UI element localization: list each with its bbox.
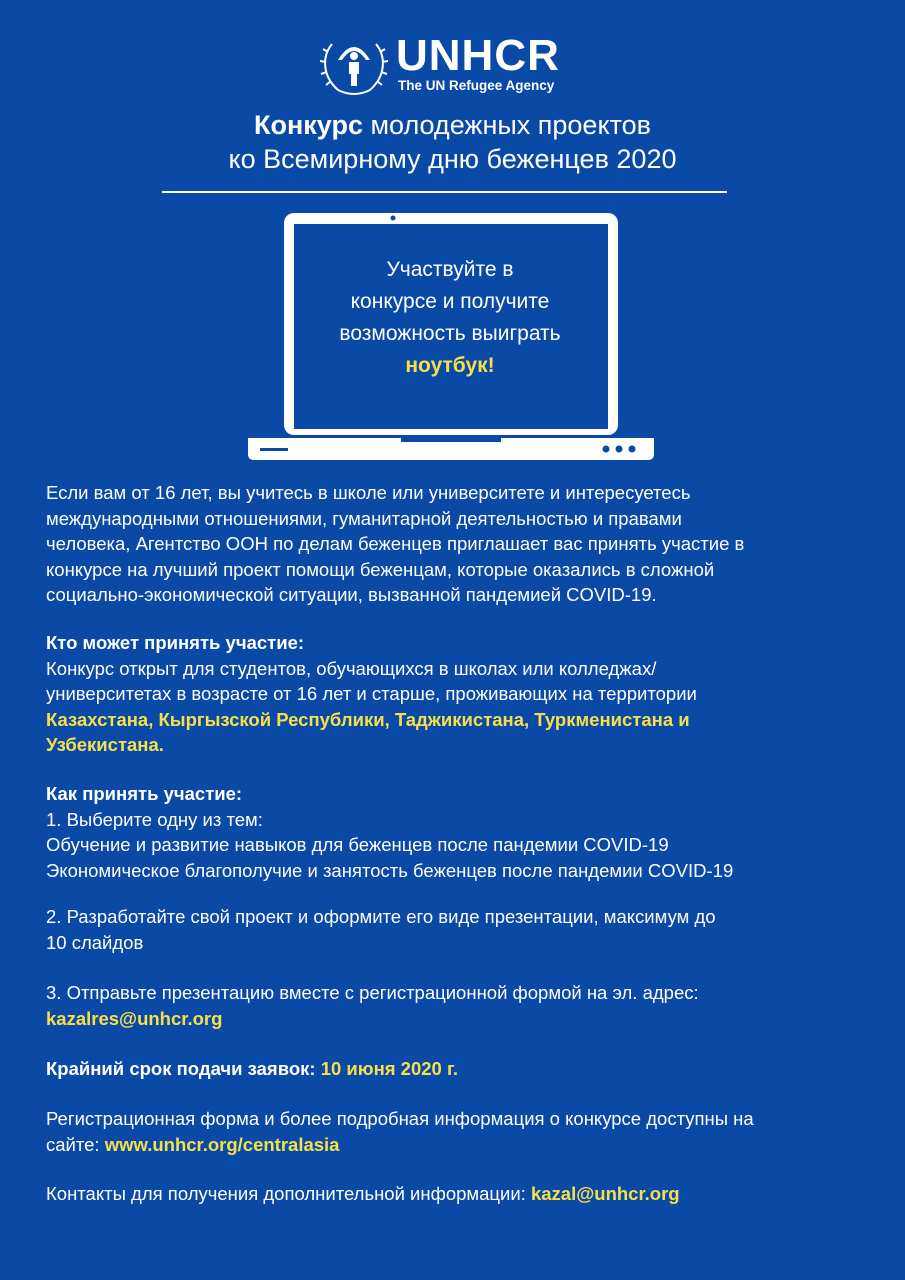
contacts-text: Контакты для получения дополнительной информации: xyxy=(46,1183,531,1204)
website-link[interactable]: www.unhcr.org/centralasia xyxy=(104,1133,340,1155)
laptop-screen-text xyxy=(300,254,600,382)
who-text: Конкурс открыт для студентов, обучающихся в школах или колледжах/ университетах в возрасте от 16 лет и старше, проживающих на территории xyxy=(46,657,697,704)
submission-email-link[interactable]: kazalres@unhcr.org xyxy=(46,1007,223,1029)
logo-wordmark: UNHCR xyxy=(396,31,560,80)
deadline xyxy=(46,1056,876,1082)
title-line2: ко Всемирному дню беженцев 2020 xyxy=(228,144,677,174)
topic-2: Экономическое благополучие и занятость беженцев после пандемии COVID-19 xyxy=(46,859,734,881)
step-3: 3. Отправьте презентацию вместе с регистрационной формой на эл. адрес: xyxy=(46,982,699,1003)
how-section xyxy=(46,781,876,883)
screen-line: возможность выиграть xyxy=(339,322,561,345)
contact-email-link[interactable]: kazal@unhcr.org xyxy=(530,1183,680,1204)
page-title xyxy=(0,108,905,176)
title-divider xyxy=(162,191,727,193)
deadline-date: 10 июня 2020 г. xyxy=(320,1058,458,1079)
step-1: 1. Выберите одну из тем: xyxy=(46,808,263,830)
title-line1: молодежных проектов xyxy=(362,110,651,140)
unhcr-emblem-icon xyxy=(318,34,390,98)
registration-info xyxy=(46,1106,876,1157)
who-heading: Кто может принять участие: xyxy=(46,632,305,653)
title-bold: Конкурс xyxy=(254,110,363,140)
who-section xyxy=(46,630,876,758)
screen-line: Участвуйте в xyxy=(386,258,514,281)
intro-paragraph: Если вам от 16 лет, вы учитесь в школе или университете и интересуетесь международными отношениями, гуманитарной деятельностью и правами человека, Агентство ООН по делам беженцев приглашает вас принять участие в конкурсе на лучший проект помощи беженцам, которые оказались в сложной социально-экономической ситуации, вызванной пандемией COVID-19. xyxy=(46,482,745,605)
unhcr-logo xyxy=(318,32,578,98)
screen-line: конкурсе и получите xyxy=(350,290,550,313)
topic-1: Обучение и развитие навыков для беженцев после пандемии COVID-19 xyxy=(46,834,669,855)
contacts-info xyxy=(46,1181,876,1207)
countries-list: Казахстана, Кыргызской Республики, Таджикистана, Туркменистана и Узбекистана. xyxy=(46,708,690,755)
logo-tagline: The UN Refugee Agency xyxy=(398,78,555,93)
prize-text: ноутбук! xyxy=(405,354,495,377)
how-heading: Как принять участие: xyxy=(46,783,243,804)
step-3-section xyxy=(46,980,876,1031)
step-2: 2. Разработайте свой проект и оформите его виде презентации, максимум до 10 слайдов xyxy=(46,906,716,953)
registration-text: Регистрационная форма и более подробная информация о конкурсе доступны на сайте: xyxy=(46,1108,754,1155)
deadline-label: Крайний срок подачи заявок: xyxy=(46,1058,316,1079)
